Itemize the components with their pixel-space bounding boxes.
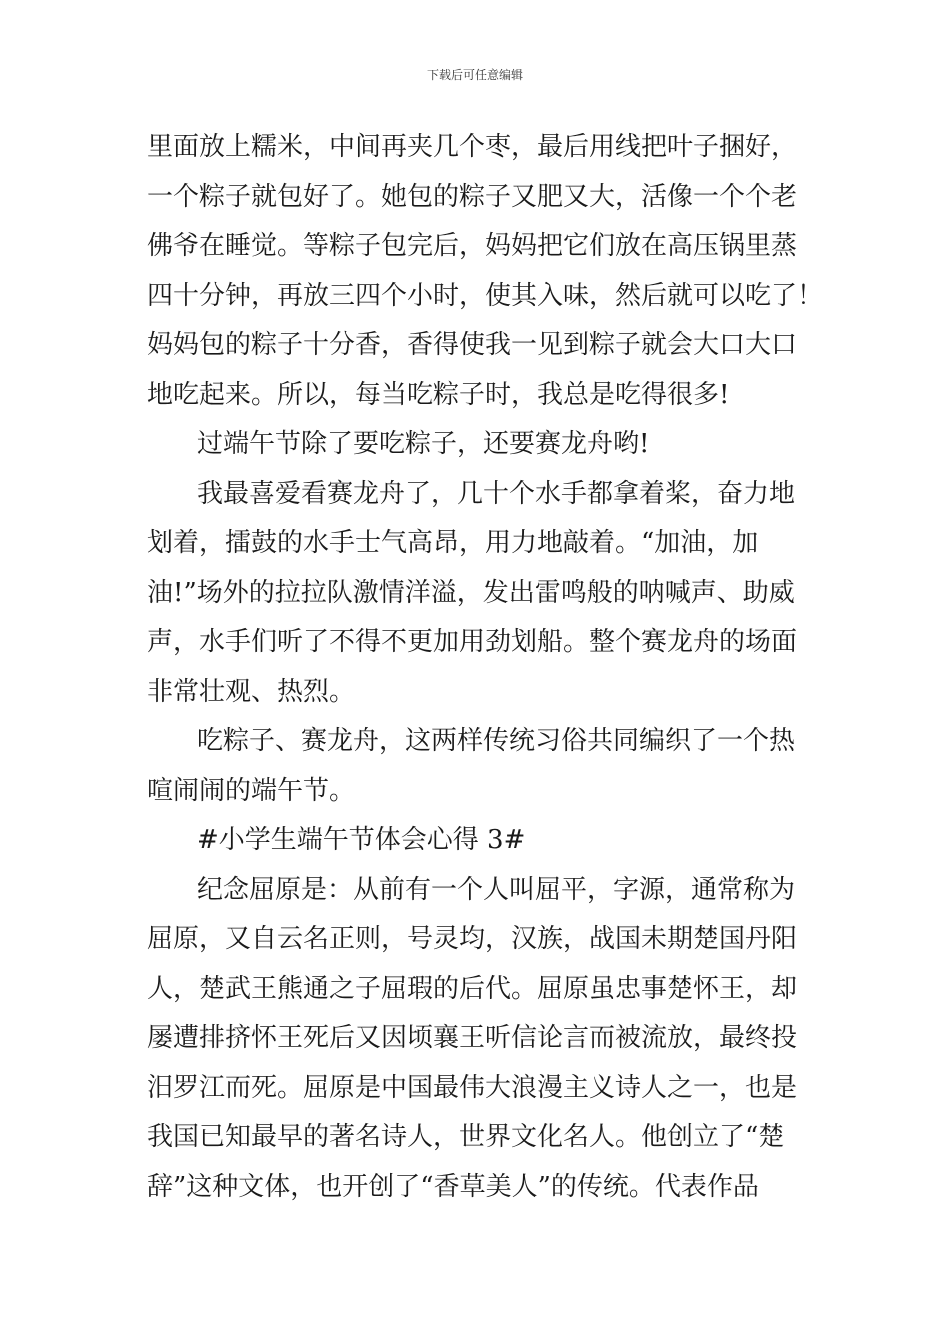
text-line: 一个粽子就包好了。她包的粽子又肥又大，活像一个个老 [147,181,798,212]
text-line: 屡遭排挤怀王死后又因顷襄王听信论言而被流放，最终投 [147,1023,798,1053]
text-line: 辞”这种文体，也开创了“香草美人”的传统。代表作品 [147,1171,759,1202]
paragraph-first-line: 吃粽子、赛龙舟，这两样传统习俗共同编织了一个热 [197,726,796,756]
section-heading: #小学生端午节体会心得 3# [197,825,526,855]
document-body [147,123,824,1212]
text-line: 里面放上糯米，中间再夹几个枣，最后用线把叶子捆好， [147,132,798,162]
paragraph-first-line: 过端午节除了要吃粽子，还要赛龙舟哟! [197,429,650,459]
text-line: 佛爷在睡觉。等粽子包完后，妈妈把它们放在高压锅里蒸 [147,231,798,261]
paragraph-first-line: 纪念屈原是：从前有一个人叫屈平，字源，通常称为 [197,874,796,905]
text-line: 屈原，又自云名正则，号灵均，汉族，战国未期楚国丹阳 [147,924,798,954]
text-line: 妈妈包的粽子十分香，香得使我一见到粽子就会大口大口 [147,330,798,360]
text-line: 我国已知最早的著名诗人，世界文化名人。他创立了“楚 [147,1122,785,1152]
text-line: 喧闹闹的端午节。 [147,775,356,806]
text-line: 油!”场外的拉拉队激情洋溢，发出雷鸣般的呐喊声、助威 [147,577,795,608]
page-header: 下载后可任意编辑 [426,68,523,82]
text-line: 汨罗江而死。屈原是中国最伟大浪漫主义诗人之一，也是 [147,1072,798,1103]
paragraph-first-line: 我最喜爱看赛龙舟了，几十个水手都拿着桨，奋力地 [197,478,796,509]
text-line: 划着，擂鼓的水手士气高昂，用力地敲着。“加油，加 [147,528,759,558]
text-line: 人，楚武王熊通之子屈瑕的后代。屈原虽忠事楚怀王，却 [147,973,798,1004]
text-line: 非常壮观、热烈。 [147,676,356,707]
text-line: 地吃起来。所以，每当吃粽子时，我总是吃得很多! [147,379,730,410]
text-line: 声，水手们听了不得不更加用劲划船。整个赛龙舟的场面 [147,627,798,657]
text-line: 四十分钟，再放三四个小时，使其入味，然后就可以吃了！ [147,280,824,311]
